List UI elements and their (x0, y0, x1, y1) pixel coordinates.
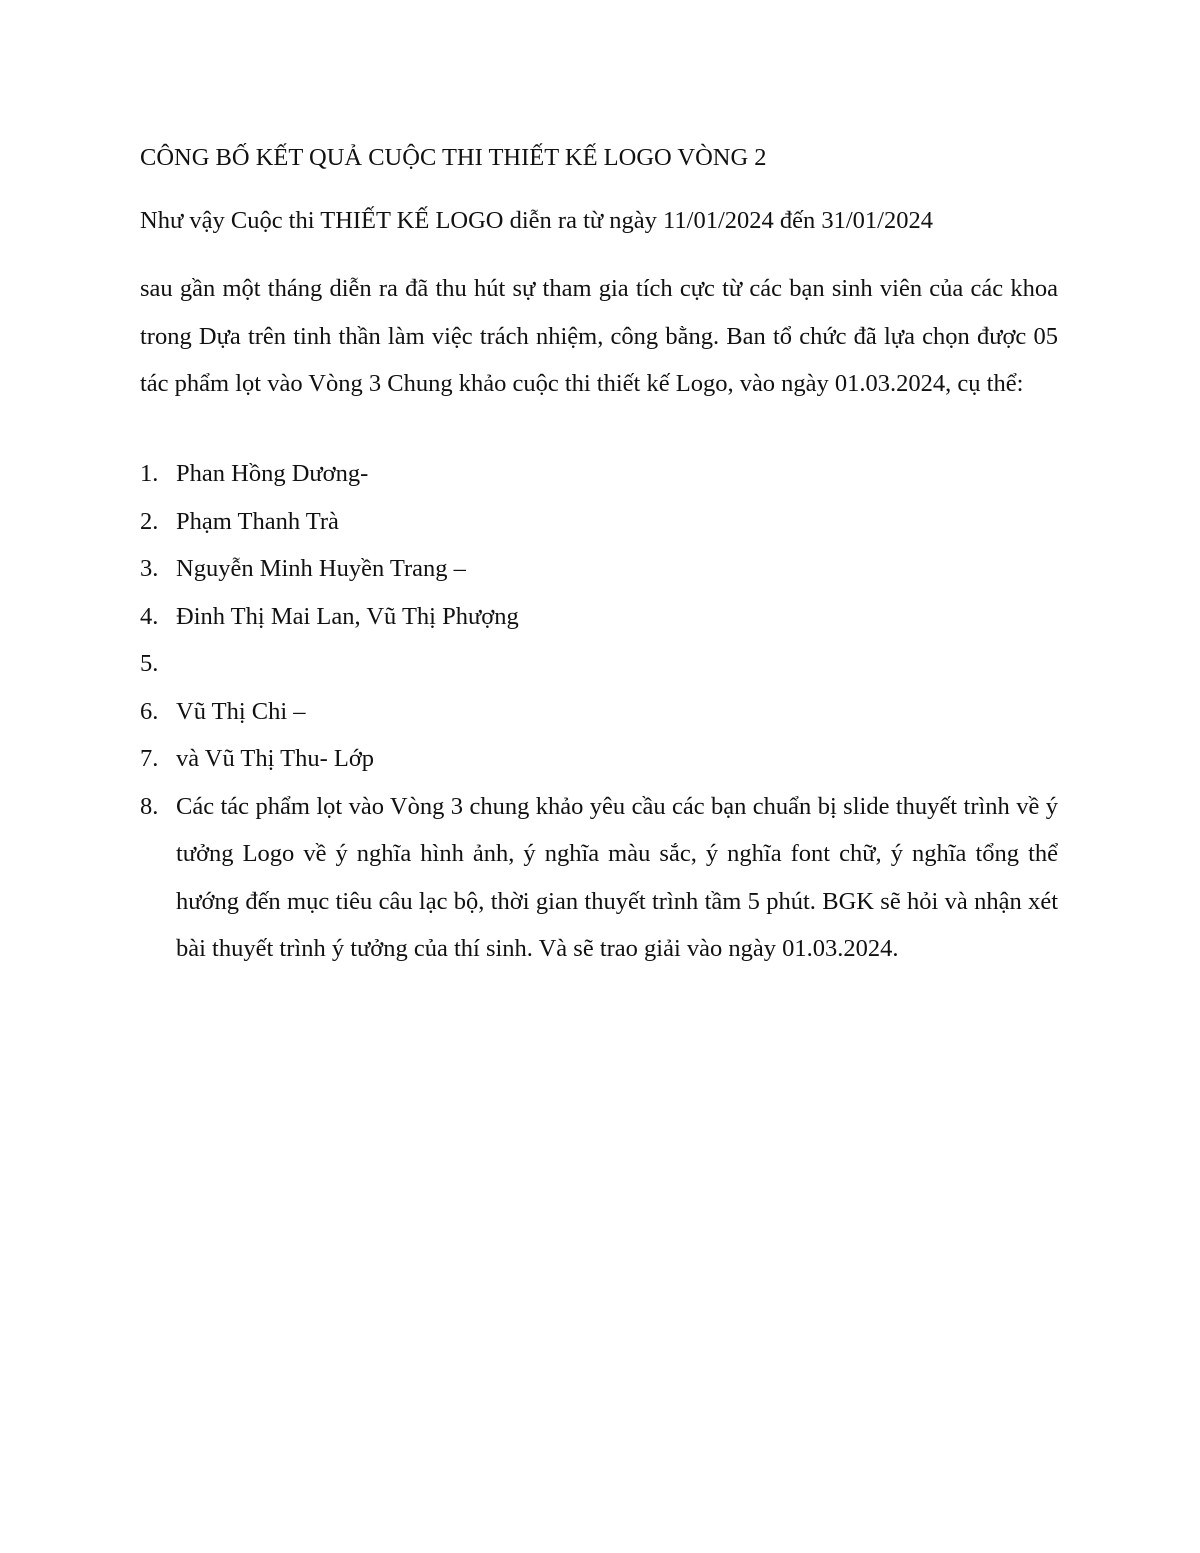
list-item-number: 3. (140, 555, 159, 582)
list-item (140, 783, 1058, 973)
list-item (140, 688, 1058, 736)
list-item-text: Các tác phẩm lọt vào Vòng 3 chung khảo yêu cầu các bạn chuẩn bị slide thuyết trình về ý tưởng Logo về ý nghĩa hình ảnh, ý nghĩa màu sắc, ý nghĩa font chữ, ý nghĩa tổng thể hướng đến mục tiêu câu lạc bộ, thời gian thuyết trình tầm 5 phút. BGK sẽ hỏi và nhận xét bài thuyết trình ý tưởng của thí sinh. Và sẽ trao giải vào ngày 01.03.2024. (176, 792, 1058, 962)
list-item-number: 1. (140, 460, 159, 487)
list-item (140, 498, 1058, 546)
list-item (140, 735, 1058, 783)
list-item-number: 7. (140, 745, 159, 772)
list-item-text: Phạm Thanh Trà (176, 507, 339, 535)
list-item-number: 2. (140, 507, 159, 535)
list-item (140, 640, 1058, 688)
list-item-number: 5. (140, 650, 159, 677)
finalist-list (140, 450, 1058, 973)
list-item-text: Nguyễn Minh Huyền Trang – (176, 555, 466, 582)
body-paragraph: sau gần một tháng diễn ra đã thu hút sự tham gia tích cực từ các bạn sinh viên của các khoa trong Dựa trên tinh thần làm việc trách nhiệm, công bằng. Ban tổ chức đã lựa chọn được 05 tác phẩm lọt vào Vòng 3 Chung khảo cuộc thi thiết kế Logo, vào ngày 01.03.2024, cụ thể: (140, 275, 1058, 397)
list-item (140, 593, 1058, 641)
document-title: CÔNG BỐ KẾT QUẢ CUỘC THI THIẾT KẾ LOGO VÒNG 2 (140, 144, 767, 171)
intro-line: Như vậy Cuộc thi THIẾT KẾ LOGO diễn ra từ ngày 11/01/2024 đến 31/01/2024 (140, 207, 933, 234)
list-item-text: Vũ Thị Chi – (176, 697, 306, 725)
list-item (140, 545, 1058, 593)
list-item-text: Đinh Thị Mai Lan, Vũ Thị Phượng (176, 602, 519, 630)
list-item-text: Phan Hồng Dương- (176, 460, 369, 487)
list-item-number: 6. (140, 697, 159, 725)
list-item-number: 8. (140, 792, 159, 820)
list-item-number: 4. (140, 602, 159, 630)
list-item (140, 450, 1058, 498)
list-item-text: và Vũ Thị Thu- Lớp (176, 745, 375, 772)
